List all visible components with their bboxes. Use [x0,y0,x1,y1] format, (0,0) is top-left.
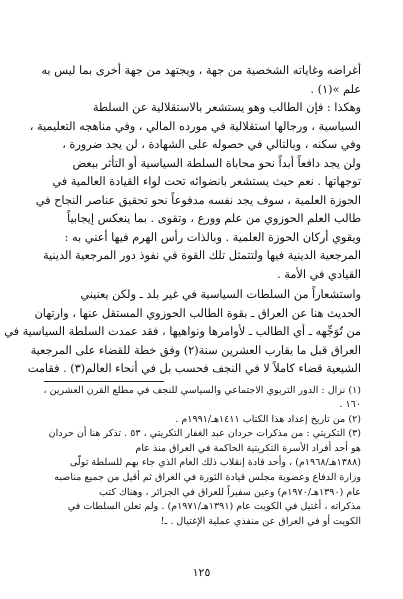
footnote-line: عام (١٣٩٠هـ/١٩٧٠م) وعين سفيراً للعراق في الجزائر ، وهناك كتب [99,486,361,498]
footnote-line: الكويت أو في العراق عن منفذي عملية الإغتيال . ـ! [160,515,361,527]
page-number: ١٢٥ [192,566,211,579]
body-line: الشيعية قضاء كاملاً لا في النجف فحسب بل في أنحاء العالم(٣) . فقامت [27,362,361,375]
footnote-divider [44,381,164,382]
body-text [4,62,361,379]
body-line: العراق قبل ما يقارب العشرين سنة(٢) وفق خطة للقضاء على المرجعية [30,343,361,357]
body-line: علم »(١) . [310,82,361,96]
body-line: السياسية ، ورجالها استقلالية في مورده المالي ، وفي مناهجه التعليمية ، [29,119,361,133]
body-line: وفي سكنه ، وبالتالي في حصوله على الشهادة ، لن يجد ضرورة ، [62,138,361,151]
footnote-line: ١٦٠ . [339,399,361,411]
body-line: الحوزة العلمية ، سوف يجد نفسه مدفوعاً نحو تحقيق عناصر النجاح في [35,193,361,207]
body-line: الحديث هنا عن العراق ـ بقوة الطالب الحوزوي المستقل عنها ، وارتهان [34,306,361,320]
body-line: أغراضه وغاياته الشخصية من جهة ، ويجتهد من جهة أخرى بما ليس به [41,64,361,77]
body-line: من تُوَجِّهه ـ أي الطالب ـ لأوامرها ونواهيها ، فقد عمدت السلطة السياسية في [4,325,361,338]
body-line: توجهاتها . نعم حيث يستشعر بانضوائه تحت لواء القيادة العالمية في [52,175,361,188]
footnote-line: (١) نزال : الدور التربوي الاجتماعي والسياسي للنجف في مطلع القرن العشرين ، [43,384,361,396]
body-line: طالب العلم الحوزوي من علم وورع ، وتقوى . بما ينعكس إيجابياً [67,212,361,225]
body-line: القيادي في الأمة . [277,267,361,281]
footnote-line: وزارة الدفاع وعضوية مجلس قيادة الثورة في العراق ثم أقيل من جميع مناصبه [54,472,361,484]
footnotes [44,384,361,530]
body-line: المرجعية الدينية فيها ولتتمثل تلك القوة في نفوذ دور المرجعية الدينية [42,249,361,262]
body-line: ولن يجد دافعاً أبداً نحو محاباة السلطة السياسية أو التأثر ببعض [72,156,361,170]
footnote-line: (٣) التكريتي : من مذكرات حردان عبد الغفار التكريتي ، ٥٣ . تذكر هنا أن حردان [48,428,361,440]
footnote-line: هو أحد أفراد الأسرة التكريتية الحاكمة في العراق منذ عام [135,442,361,454]
body-line: وهكذا : فإن الطالب وهو يستشعر بالاستقلالية عن السلطة [92,101,361,114]
footnote-line: (١٣٨٨هـ/١٩٦٨م) ، وأحد قادة إنقلاب ذلك العام الذي جاء بهم للسلطة تولّى [69,457,361,469]
body-line: ويقوي أركان الحوزة العلمية . وبالذات رأس الهرم فيها أعني به : [64,230,361,244]
footnote-line: (٢) من تاريخ إعداد هذا الكتاب ١٤١١هـ/١٩٩١م . [175,413,361,425]
footnote-line: مذكراته ، أغتيل في الكويت عام (١٣٩١هـ/١٩٧١م) . ولم تعلن السلطات في [67,501,361,513]
body-line: واستشعاراً من السلطات السياسية في غير بلد ـ ولكن يعنيني [80,288,361,301]
